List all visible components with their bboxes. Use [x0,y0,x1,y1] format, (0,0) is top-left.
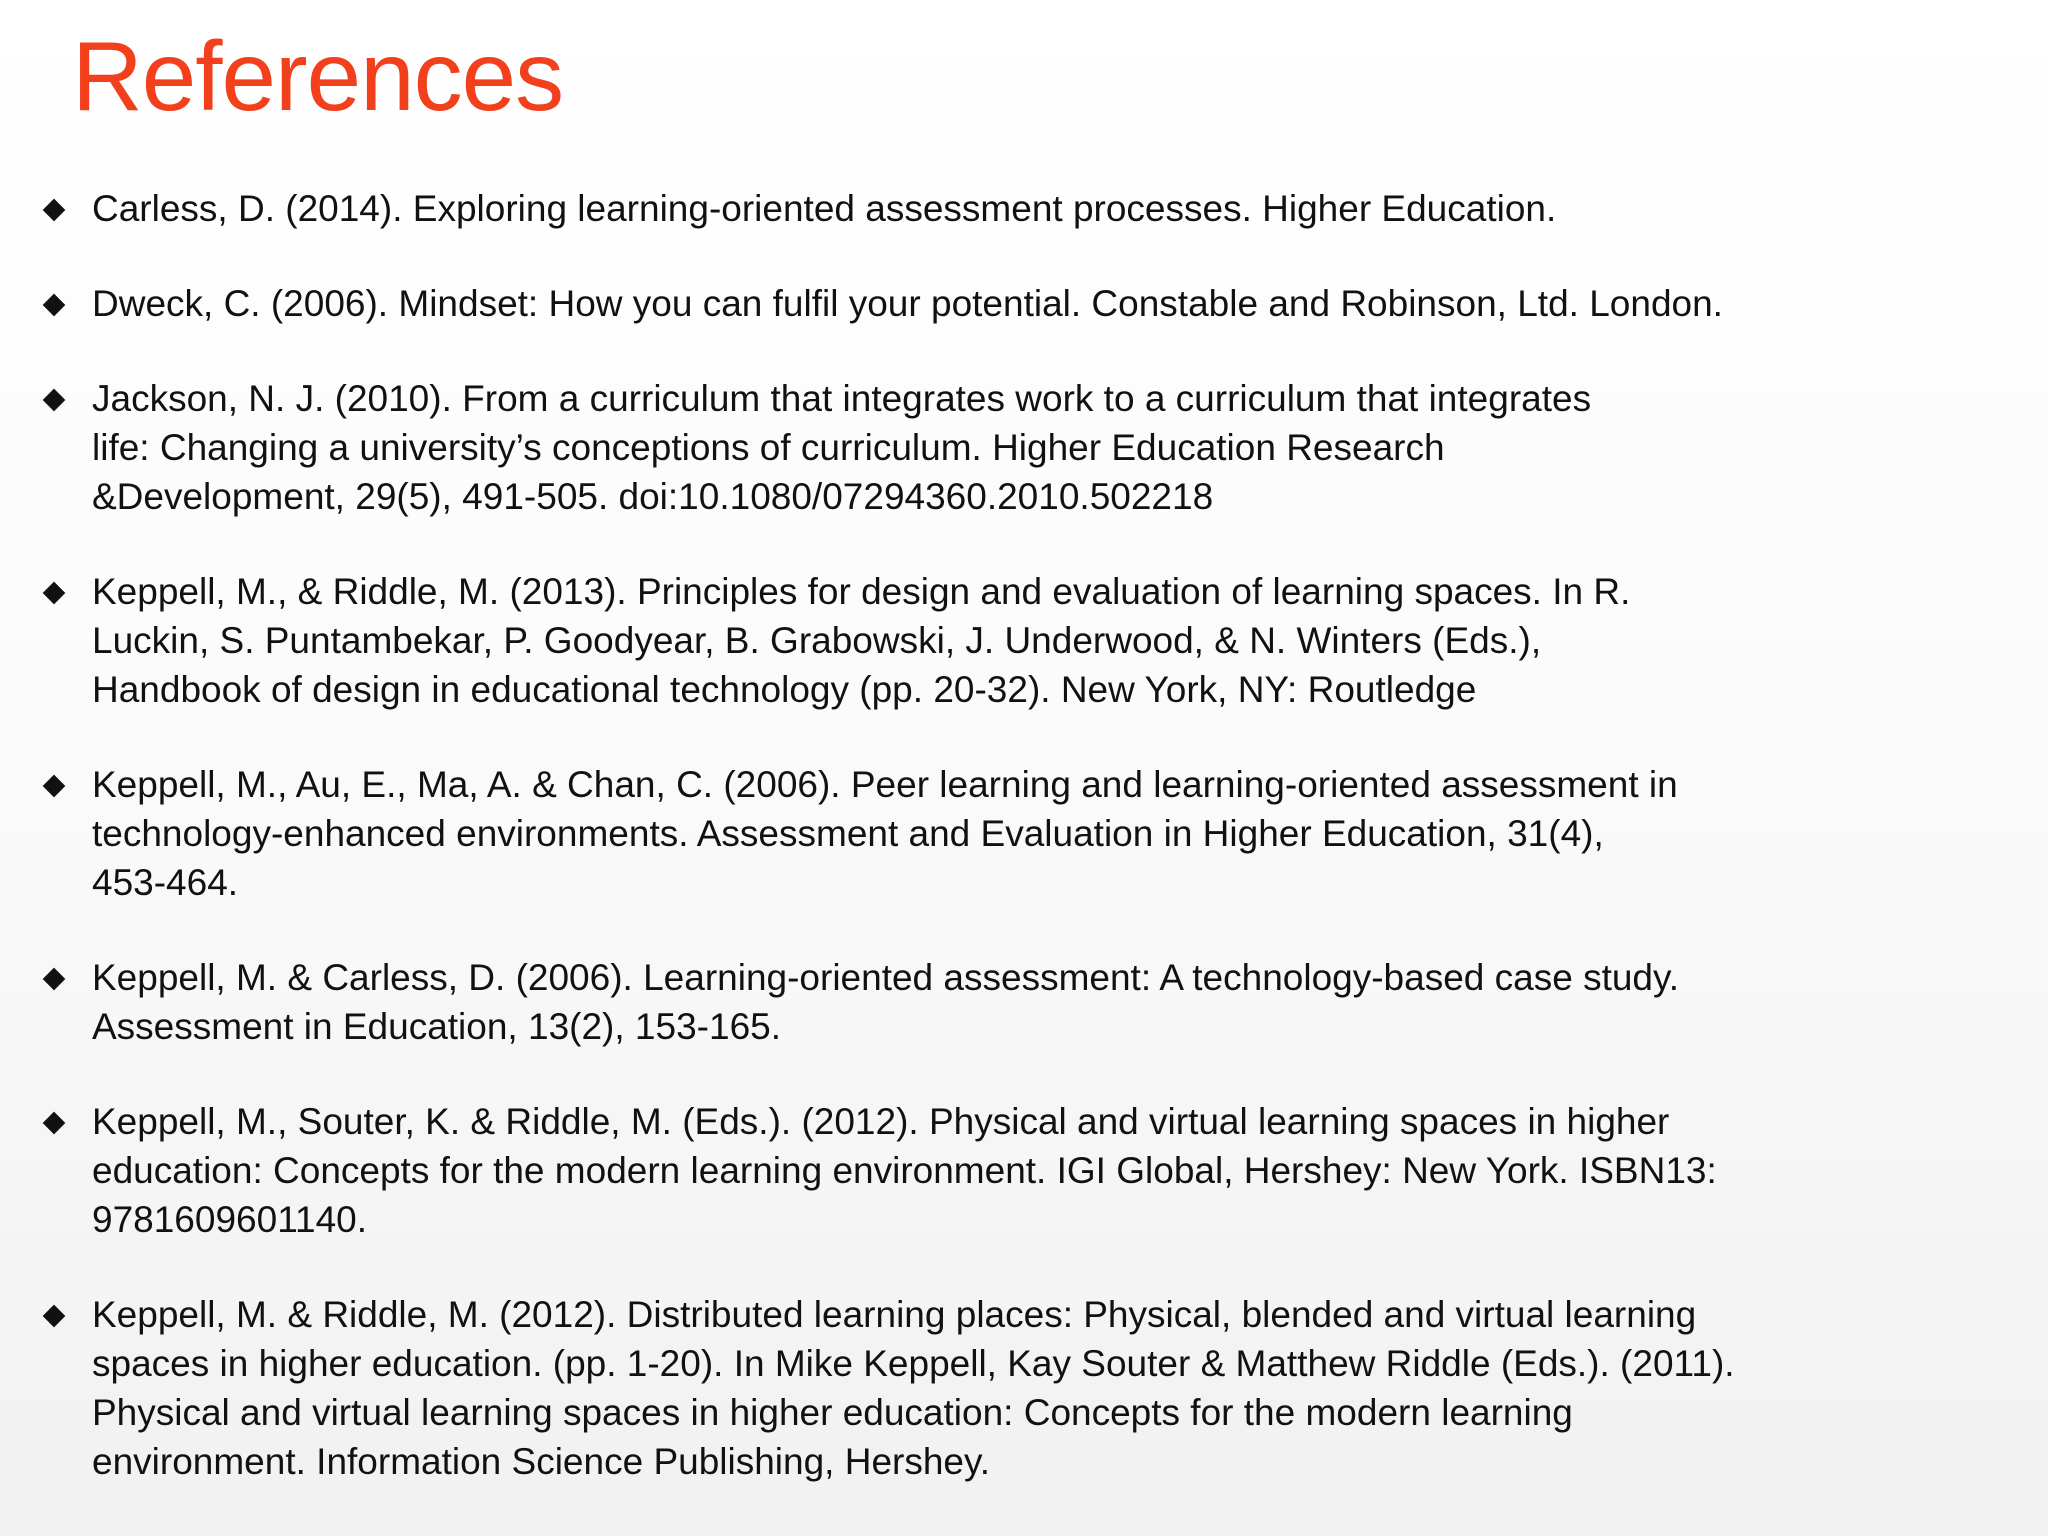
reference-line: Physical and virtual learning spaces in higher education: Concepts for the modern learning [92,1392,1573,1433]
reference-line: Keppell, M., Souter, K. & Riddle, M. (Eds.). (2012). Physical and virtual learning spaces in higher [92,1101,1670,1142]
reference-item [40,1290,1910,1486]
diamond-bullet-icon [43,1112,66,1135]
reference-item [40,760,1910,907]
reference-line: education: Concepts for the modern learning environment. IGI Global, Hershey: New York. ISBN13: [92,1150,1717,1191]
reference-line: environment. Information Science Publishing, Hershey. [92,1441,991,1482]
reference-line: life: Changing a university’s conceptions of curriculum. Higher Education Research [92,427,1445,468]
reference-line: Handbook of design in educational technology (pp. 20-32). New York, NY: Routledge [92,669,1477,710]
reference-item [40,1097,1910,1244]
diamond-bullet-icon [43,968,66,991]
reference-item [40,279,1910,328]
reference-line: Luckin, S. Puntambekar, P. Goodyear, B. Grabowski, J. Underwood, & N. Winters (Eds.), [92,620,1542,661]
page-title: References [72,21,564,131]
reference-line: &Development, 29(5), 491-505. doi:10.1080/07294360.2010.502218 [92,476,1214,517]
reference-line: Jackson, N. J. (2010). From a curriculum that integrates work to a curriculum that integrates [92,378,1592,419]
diamond-bullet-icon [43,294,66,317]
diamond-bullet-icon [43,389,66,412]
reference-line: Keppell, M. & Riddle, M. (2012). Distributed learning places: Physical, blended and virtual learning [92,1294,1697,1335]
reference-item [40,374,1910,521]
reference-item [40,567,1910,714]
reference-line: Keppell, M. & Carless, D. (2006). Learning-oriented assessment: A technology-based case study. [92,957,1680,998]
diamond-bullet-icon [43,775,66,798]
diamond-bullet-icon [43,1305,66,1328]
reference-item [40,953,1910,1051]
reference-line: technology-enhanced environments. Assessment and Evaluation in Higher Education, 31(4), [92,813,1604,854]
reference-list [40,184,1910,1532]
reference-line: spaces in higher education. (pp. 1-20). In Mike Keppell, Kay Souter & Matthew Riddle (Eds.). (2011). [92,1343,1735,1384]
reference-line: 453-464. [92,862,239,903]
reference-line: Keppell, M., Au, E., Ma, A. & Chan, C. (2006). Peer learning and learning-oriented assessment in [92,764,1678,805]
reference-line: Carless, D. (2014). Exploring learning-oriented assessment processes. Higher Education. [92,188,1557,229]
reference-line: Keppell, M., & Riddle, M. (2013). Principles for design and evaluation of learning spaces. In R. [92,571,1631,612]
reference-line: Assessment in Education, 13(2), 153-165. [92,1006,781,1047]
reference-item [40,184,1910,233]
reference-line: Dweck, C. (2006). Mindset: How you can fulfil your potential. Constable and Robinson, Ltd. London. [92,283,1723,324]
diamond-bullet-icon [43,199,66,222]
reference-line: 9781609601140. [92,1199,368,1240]
diamond-bullet-icon [43,582,66,605]
